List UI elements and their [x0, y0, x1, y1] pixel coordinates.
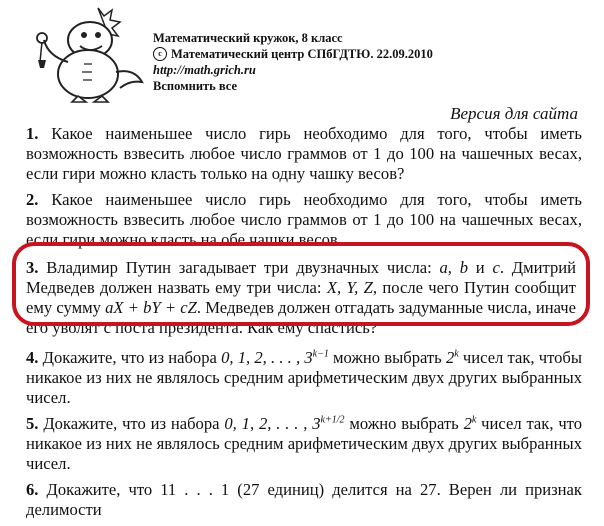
math-expression: 0, 1, 2, . . . , 3: [221, 348, 313, 367]
problem-number: 1.: [26, 124, 39, 143]
problem-text: Какое наименьшее число гирь необходимо для того, чтобы иметь возможность взвесить любое число граммов от 1 до 100 на чашечных весах, если гири можно класть только на одну чашку весов?: [26, 124, 582, 183]
problem-text-part: чисел так, что никакое из них не являлось средним арифметическим двух других выбранных чисел.: [26, 414, 583, 473]
problem-text-part: . Медведев должен отгадать задуманные числа, иначе его уволят с поста президента. Как ему спастись?: [26, 298, 576, 337]
problem-number: 4.: [26, 348, 39, 367]
math-superscript: k+1/2: [320, 414, 345, 426]
problem-2: [26, 190, 582, 250]
problem-text-part: , после чего Путин сообщит ему сумму: [26, 278, 576, 317]
math-expression: a, b: [439, 258, 469, 277]
problem-1: [26, 124, 582, 184]
math-expression: X, Y, Z: [326, 278, 373, 297]
problem-3-highlighted: [26, 256, 582, 342]
problem-4: [26, 348, 582, 408]
problem-number: 5.: [26, 414, 39, 433]
site-url-link[interactable]: http://math.grich.ru: [153, 63, 256, 77]
problem-text-part: чисел так, чтобы никакое из них не являлось средним арифметическим двух других выбранных чисел.: [26, 348, 583, 407]
problem-number: 6.: [26, 480, 39, 499]
math-expression: aX + bY + cZ: [105, 298, 197, 317]
header-text-block: [153, 30, 433, 94]
math-superscript: k−1: [312, 348, 329, 360]
problem-list: [26, 124, 582, 526]
math-superscript: k: [454, 348, 459, 360]
version-label: Версия для сайта: [450, 104, 578, 123]
problem-5: [26, 414, 582, 474]
worksheet-header: [0, 0, 604, 104]
problem-text-part: Докажите, что 11 . . . 1 (27 единиц) делится на 27. Верен ли признак делимости: [26, 480, 582, 519]
problem-6: [26, 480, 582, 520]
copyright-line: [153, 46, 433, 62]
problem-text-part: Докажите, что из набора: [42, 348, 222, 367]
problem-number: 2.: [26, 190, 39, 209]
copyright-text: Математический центр СПбГДТЮ. 22.09.2010: [171, 47, 433, 61]
copyright-icon: c: [153, 47, 167, 61]
math-superscript: k: [471, 414, 477, 426]
problem-text-part: Владимир Путин загадывает три двузначных числа:: [46, 258, 440, 277]
problem-text-part: можно выбрать: [328, 348, 446, 367]
problem-text: Какое наименьшее число гирь необходимо для того, чтобы иметь возможность взвесить любое число граммов от 1 до 100 на чашечных весах, если гири можно класть на обе чашки весов.: [26, 190, 582, 249]
problem-text-part: можно выбрать: [344, 414, 464, 433]
topic-title: Вспомнить все: [153, 79, 238, 93]
course-title: Математический кружок, 8 класс: [153, 31, 343, 45]
math-expression: 2: [463, 414, 472, 433]
problem-text-part: Докажите, что из набора: [43, 414, 225, 433]
problem-text-part: и: [468, 258, 493, 277]
math-expression: 2: [445, 348, 455, 367]
problem-number: 3.: [26, 258, 39, 277]
dinosaur-mascot-icon: [28, 2, 150, 104]
math-expression: 0, 1, 2, . . . , 3: [224, 414, 321, 433]
problem-text-part: . Дмитрий Медведев должен назвать ему три числа:: [26, 258, 576, 297]
math-expression: c: [492, 258, 500, 277]
